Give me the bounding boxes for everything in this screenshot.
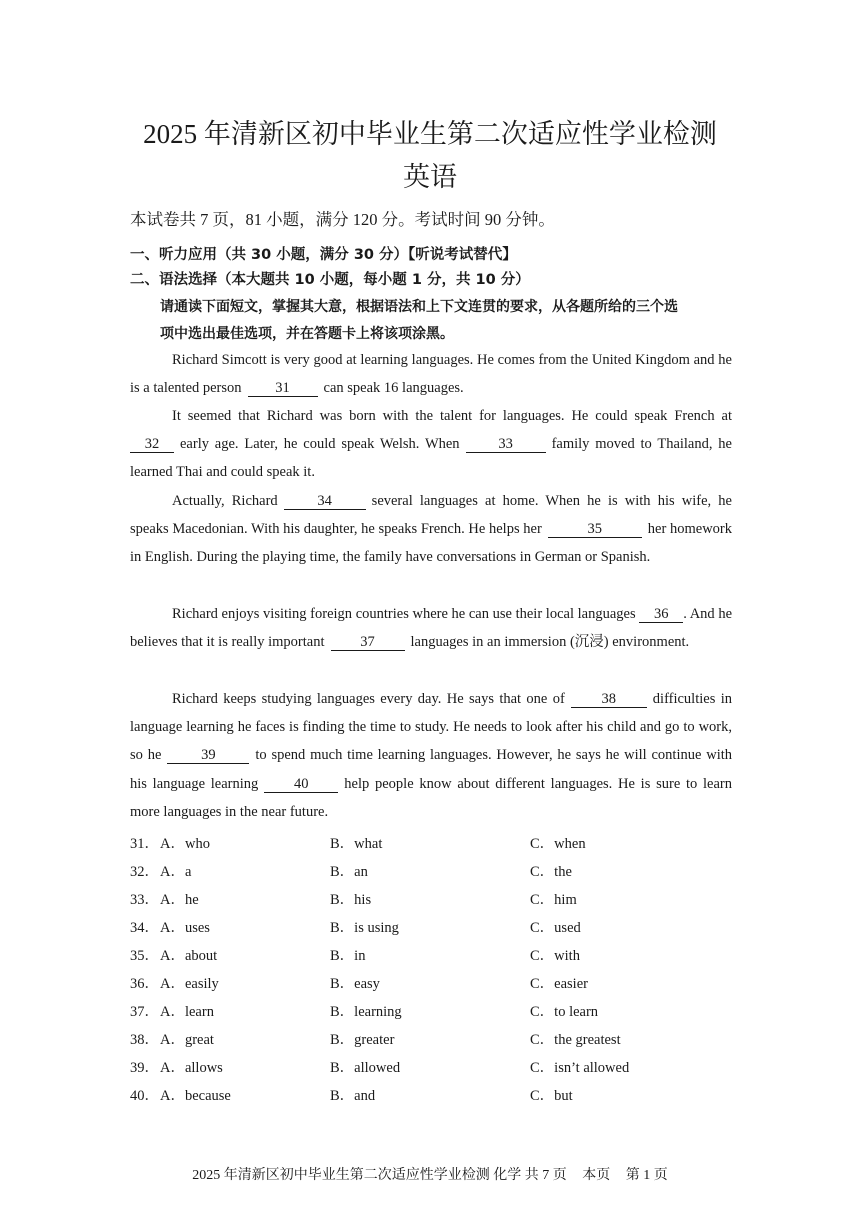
passage-text: Richard enjoys visiting foreign countries where he can use their local languages bbox=[172, 606, 636, 622]
option-c: C．when bbox=[530, 836, 586, 852]
question-number: 39． bbox=[130, 1060, 159, 1076]
question-number: 32． bbox=[130, 864, 159, 880]
option-row-33 bbox=[130, 888, 750, 916]
passage-text: It seemed that Richard was born with the talent for languages. He could speak French at bbox=[172, 408, 732, 424]
passage-text: . And he believes that it is really important bbox=[130, 606, 733, 651]
footer-page-number: 第 1 页 bbox=[625, 1168, 668, 1183]
answer-blank-35: 35 bbox=[548, 521, 642, 538]
option-c: C．used bbox=[530, 920, 581, 936]
option-a: A．learn bbox=[160, 1004, 214, 1020]
option-row-37 bbox=[130, 1000, 750, 1028]
option-row-39 bbox=[130, 1056, 750, 1084]
option-a: A．easily bbox=[160, 976, 219, 992]
question-number: 33． bbox=[130, 892, 159, 908]
passage-text: languages in an immersion (沉浸) environment. bbox=[410, 634, 690, 651]
question-number: 35． bbox=[130, 948, 159, 964]
option-a: A．great bbox=[160, 1032, 214, 1048]
passage-paragraph-1 bbox=[130, 346, 732, 402]
option-a: A．a bbox=[160, 864, 192, 880]
exam-intro: 本试卷共 7 页，81 小题，满分 120 分。考试时间 90 分钟。 bbox=[130, 210, 555, 229]
passage-paragraph-3 bbox=[130, 487, 732, 572]
footer-exam-info: 2025 年清新区初中毕业生第二次适应性学业检测 化学 共 7 页 bbox=[192, 1168, 567, 1183]
option-b: B．what bbox=[330, 836, 383, 852]
answer-blank-39: 39 bbox=[167, 747, 249, 764]
answer-blank-31: 31 bbox=[248, 380, 318, 397]
option-b: B．allowed bbox=[330, 1060, 401, 1076]
subject-title: 英语 bbox=[403, 162, 457, 192]
option-a: A．because bbox=[160, 1088, 231, 1104]
answer-blank-32: 32 bbox=[130, 436, 174, 453]
page-footer bbox=[0, 1164, 860, 1184]
option-b: B．and bbox=[330, 1088, 376, 1104]
option-row-32 bbox=[130, 860, 750, 888]
passage-text: help people know about different languages. He is sure to learn more languages in the near future. bbox=[130, 775, 733, 820]
question-number: 37． bbox=[130, 1004, 159, 1020]
option-row-31 bbox=[130, 832, 750, 860]
section-listening-heading: 一、听力应用（共 30 小题，满分 30 分）【听说考试替代】 bbox=[130, 247, 517, 263]
passage-text: difficulties in language learning he faces is finding the time to study. He needs to look after his child and go to work, so he bbox=[130, 691, 732, 764]
option-row-35 bbox=[130, 944, 750, 972]
passage-text: Richard Simcott is very good at learning languages. He comes from the United Kingdom and he is a talented person bbox=[130, 352, 732, 397]
instructions-line-1: 请通读下面短文，掌握其大意，根据语法和上下文连贯的要求，从各题所给的三个选 bbox=[160, 299, 678, 315]
answer-blank-36: 36 bbox=[639, 606, 683, 623]
answer-blank-37: 37 bbox=[331, 634, 405, 651]
passage-text: can speak 16 languages. bbox=[323, 380, 464, 397]
passage-text: family moved to Thailand, he learned Thai and could speak it. bbox=[130, 436, 732, 481]
question-number: 36． bbox=[130, 976, 159, 992]
option-b: B．his bbox=[330, 892, 372, 908]
option-row-38 bbox=[130, 1028, 750, 1056]
option-a: A．he bbox=[160, 892, 199, 908]
option-row-34 bbox=[130, 916, 750, 944]
passage-paragraph-5 bbox=[130, 685, 732, 826]
answer-blank-40: 40 bbox=[264, 776, 338, 793]
option-b: B．learning bbox=[330, 1004, 402, 1020]
option-b: B．an bbox=[330, 864, 368, 880]
option-c: C．easier bbox=[530, 976, 588, 992]
option-row-40 bbox=[130, 1084, 750, 1112]
passage-paragraph-4 bbox=[130, 600, 732, 656]
option-c: C．the bbox=[530, 864, 572, 880]
passage-text: Actually, Richard bbox=[172, 493, 278, 509]
footer-this-page: 本页 bbox=[582, 1168, 611, 1183]
option-a: A．about bbox=[160, 948, 218, 964]
option-row-36 bbox=[130, 972, 750, 1000]
option-b: B．greater bbox=[330, 1032, 395, 1048]
passage-text: her homework in English. During the playing time, the family have conversations in German or Spanish. bbox=[130, 521, 732, 566]
question-number: 34． bbox=[130, 920, 159, 936]
option-a: A．uses bbox=[160, 920, 210, 936]
answer-blank-38: 38 bbox=[571, 691, 647, 708]
answer-blank-34: 34 bbox=[284, 493, 366, 510]
option-c: C．but bbox=[530, 1088, 573, 1104]
instructions-line-2: 项中选出最佳选项，并在答题卡上将该项涂黑。 bbox=[160, 326, 454, 342]
question-number: 40． bbox=[130, 1088, 159, 1104]
option-b: B．is using bbox=[330, 920, 399, 936]
passage-text: to spend much time learning languages. However, he says he will continue with his language learning bbox=[130, 747, 732, 792]
option-b: B．in bbox=[330, 948, 366, 964]
option-c: C．isn’t allowed bbox=[530, 1060, 630, 1076]
answer-blank-33: 33 bbox=[466, 436, 546, 453]
passage-text: early age. Later, he could speak Welsh. When bbox=[180, 436, 460, 453]
question-number: 31． bbox=[130, 836, 159, 852]
passage-text: Richard keeps studying languages every day. He says that one of bbox=[172, 691, 565, 707]
question-number: 38． bbox=[130, 1032, 159, 1048]
passage-text: several languages at home. When he is with his wife, he speaks Macedonian. With his daughter, he speaks French. He helps her bbox=[130, 493, 732, 538]
exam-title: 2025 年清新区初中毕业生第二次适应性学业检测 bbox=[143, 119, 717, 149]
option-a: A．who bbox=[160, 836, 210, 852]
passage-paragraph-2 bbox=[130, 402, 732, 487]
option-b: B．easy bbox=[330, 976, 380, 992]
option-c: C．with bbox=[530, 948, 580, 964]
option-c: C．him bbox=[530, 892, 577, 908]
option-c: C．to learn bbox=[530, 1004, 599, 1020]
option-c: C．the greatest bbox=[530, 1032, 621, 1048]
section-grammar-heading: 二、语法选择（本大题共 10 小题，每小题 1 分，共 10 分） bbox=[130, 272, 530, 288]
option-a: A．allows bbox=[160, 1060, 223, 1076]
